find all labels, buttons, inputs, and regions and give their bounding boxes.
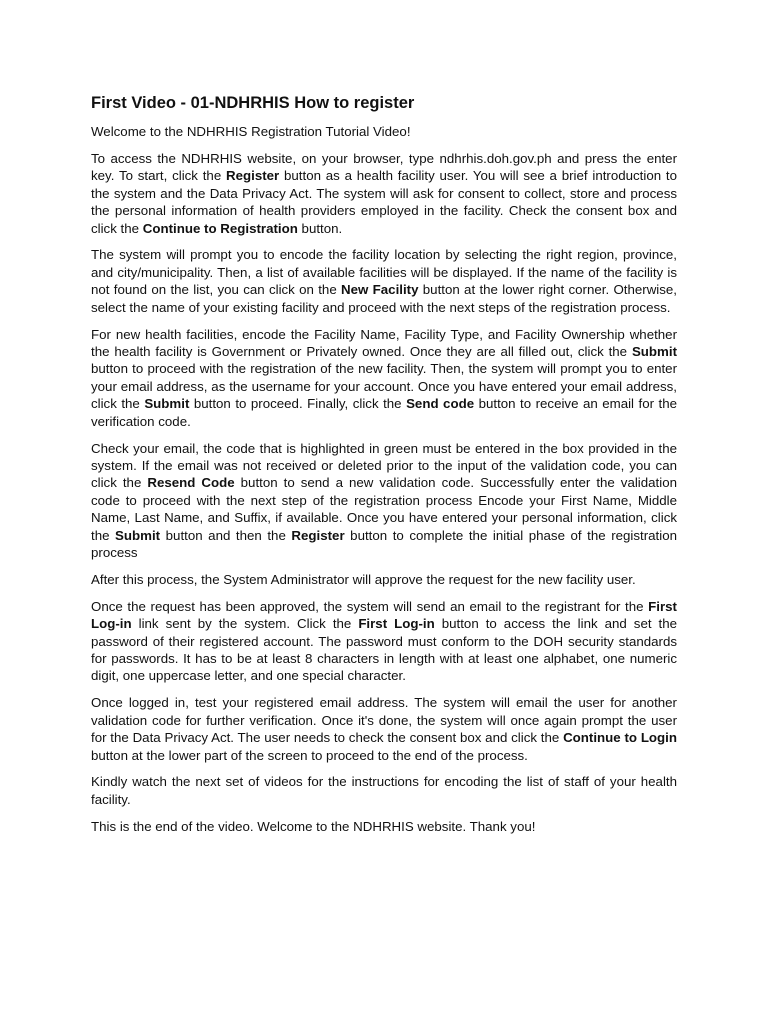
text-run: After this process, the System Administrator will approve the request for the new facility user. xyxy=(91,571,636,587)
text-run: Kindly watch the next set of videos for the instructions for encoding the list of staff of your health facility. xyxy=(91,774,677,807)
text-run: The system will prompt you to encode the facility location by selecting the right region, province, and city/municipality. Then, a list of available facilities will be displayed. If the name of the facility is not found on the list, you can click on the xyxy=(91,247,677,298)
paragraph-7 xyxy=(91,598,677,685)
bold-term: Register xyxy=(226,168,280,184)
text-run: To access the NDHRHIS website, on your browser, type ndhrhis.doh.gov.ph and press the enter key. To start, click the xyxy=(91,150,677,184)
paragraph-2 xyxy=(91,150,677,237)
text-run: button at the lower right corner. Otherwise, select the name of your existing facility and proceed with the next steps of the registration process. xyxy=(91,282,677,315)
text-run: button to access the link and set the password of their registered account. The password must conform to the DOH security standards for passwords. It has to be at least 8 characters in length with at least one alphabet, one numeric digit, one uppercase letter, and one special character. xyxy=(91,616,678,684)
bold-term: Submit xyxy=(631,343,677,359)
bold-term: Continue to Registration xyxy=(142,220,298,236)
paragraph-5 xyxy=(91,440,677,562)
bold-term: First Log-in xyxy=(91,598,677,632)
bold-term: First Log-in xyxy=(358,616,435,632)
bold-term: Resend Code xyxy=(147,475,235,491)
text-run: Once the request has been approved, the system will send an email to the registrant for the xyxy=(91,598,649,614)
bold-term: Register xyxy=(291,527,345,543)
text-run: button to complete the initial phase of the registration process xyxy=(91,527,677,560)
text-run: For new health facilities, encode the Facility Name, Facility Type, and Facility Ownership whether the health facility is Government or Privately owned. Once they are all filled out, click the xyxy=(91,326,677,359)
text-run: This is the end of the video. Welcome to the NDHRHIS website. Thank you! xyxy=(91,818,536,834)
paragraph-6 xyxy=(91,571,677,588)
text-run: button as a health facility user. You will see a brief introduction to the system and the Data Privacy Act. The system will ask for consent to collect, store and process the personal information of health providers employed in the facility. Check the consent box and click the xyxy=(91,168,677,236)
document-title: First Video - 01-NDHRHIS How to register xyxy=(91,94,415,112)
paragraph-3 xyxy=(91,246,677,316)
text-run: button to send a new validation code. Successfully enter the validation code to proceed with the next step of the registration process Encode your First Name, Middle Name, Last Name, and Suffix, if available. Once you have entered your personal information, click the xyxy=(91,475,677,543)
bold-term: Send code xyxy=(406,396,475,412)
document-page xyxy=(91,93,677,845)
bold-term: Continue to Login xyxy=(563,730,677,746)
paragraph-8 xyxy=(91,694,677,764)
text-run: Once logged in, test your registered email address. The system will email the user for another validation code for further verification. Once it's done, the system will once again prompt the user for the Data Privacy Act. The user needs to check the consent box and click the xyxy=(91,695,677,746)
paragraph-1 xyxy=(91,123,677,140)
text-run: button. xyxy=(297,220,343,236)
text-run: Welcome to the NDHRHIS Registration Tutorial Video! xyxy=(91,124,411,139)
text-run: button to receive an email for the verification code. xyxy=(91,396,677,429)
paragraph-10 xyxy=(91,818,677,835)
text-run: button to proceed. Finally, click the xyxy=(189,396,407,412)
document-body xyxy=(91,123,677,835)
paragraph-9 xyxy=(91,773,677,808)
text-run: button at the lower part of the screen to proceed to the end of the process. xyxy=(91,747,528,763)
bold-term: Submit xyxy=(144,396,190,412)
paragraph-4 xyxy=(91,326,677,430)
text-run: Check your email, the code that is highlighted in green must be entered in the box provided in the system. If the email was not received or deleted prior to the input of the validation code, you can click the xyxy=(91,440,677,491)
text-run: button and then the xyxy=(160,527,292,543)
text-run: link sent by the system. Click the xyxy=(131,616,359,632)
bold-term: Submit xyxy=(115,527,161,543)
text-run: button to proceed with the registration of the new facility. Then, the system will prompt you to enter your email address, as the username for your account. Once you have entered your email address, click the xyxy=(91,361,677,412)
bold-term: New Facility xyxy=(341,282,419,298)
